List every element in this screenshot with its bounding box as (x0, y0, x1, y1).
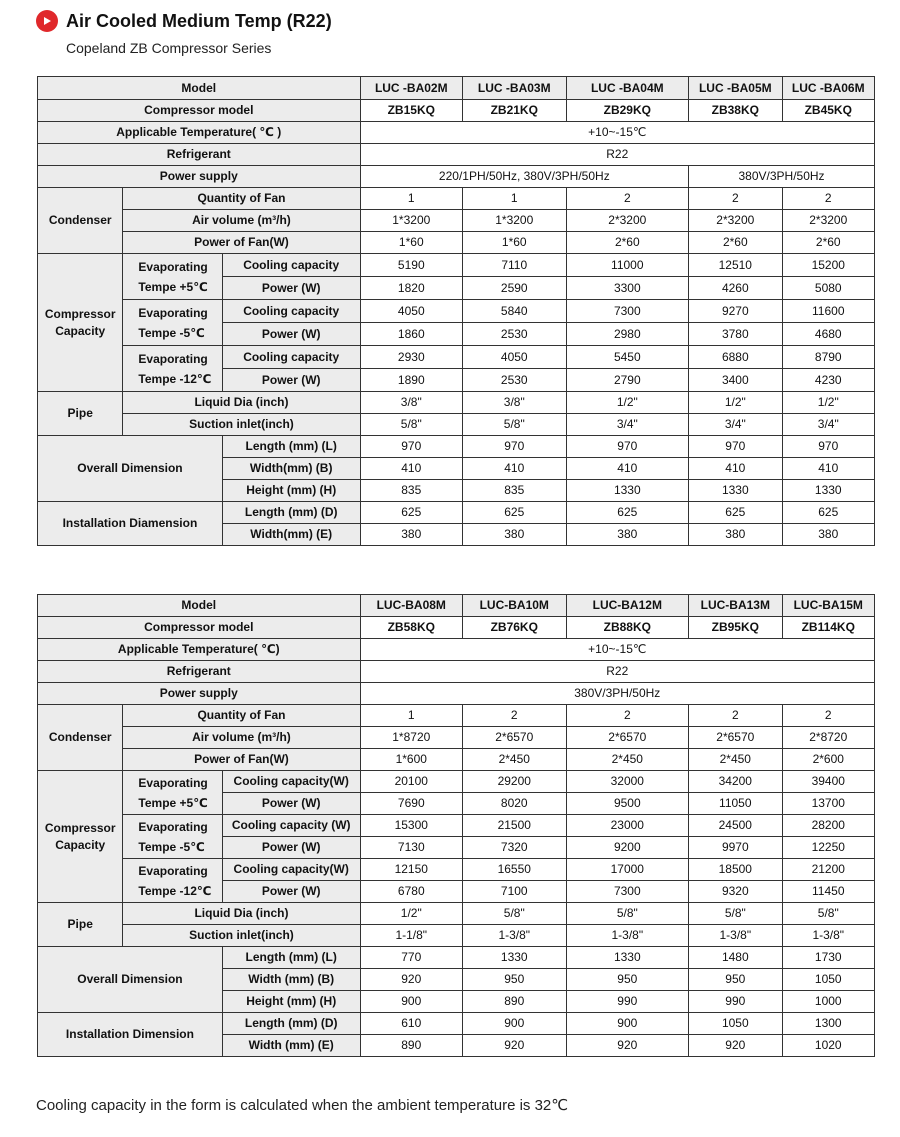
table-cell: 1330 (782, 480, 874, 502)
cooling-capacity-label: Cooling capacity(W) (222, 859, 360, 881)
table-cell: 950 (689, 969, 782, 991)
cooling-capacity-label: Cooling capacity (W) (222, 815, 360, 837)
table-cell: 28200 (782, 815, 874, 837)
table-cell: 380 (782, 524, 874, 546)
table-cell: 3/4" (782, 414, 874, 436)
table-cell: 2790 (566, 369, 689, 392)
table-cell: 410 (566, 458, 689, 480)
table-cell: 900 (566, 1013, 689, 1035)
table-cell: 610 (360, 1013, 462, 1035)
table-cell: 380 (566, 524, 689, 546)
table-cell: 2*3200 (782, 210, 874, 232)
table-cell: 34200 (689, 771, 782, 793)
power-label: Power (W) (222, 369, 360, 392)
table-cell: 21500 (463, 815, 566, 837)
install-length-label: Length (mm) (D) (222, 502, 360, 524)
cooling-capacity-label: Cooling capacity (222, 300, 360, 323)
fan-quantity-label: Quantity of Fan (123, 188, 360, 210)
evaporating-temp-label: Evaporating Tempe -5℃ (123, 815, 222, 859)
suction-inlet-label: Suction inlet(inch) (123, 414, 360, 436)
table-cell: 8020 (463, 793, 566, 815)
table-cell: 970 (463, 436, 566, 458)
table-cell: 1*600 (360, 749, 462, 771)
liquid-dia-label: Liquid Dia (inch) (123, 392, 360, 414)
table-cell: 7110 (463, 254, 566, 277)
table-cell: 7300 (566, 300, 689, 323)
table-cell: 11450 (782, 881, 874, 903)
table-cell: 3780 (689, 323, 782, 346)
table-cell: 380 (360, 524, 462, 546)
install-width-label: Width (mm) (E) (222, 1035, 360, 1057)
table-cell: 2590 (463, 277, 566, 300)
table-cell: 6880 (689, 346, 782, 369)
table-cell: 1 (360, 705, 462, 727)
cooling-capacity-label: Cooling capacity (222, 346, 360, 369)
table-cell: 3/4" (566, 414, 689, 436)
height-label: Height (mm) (H) (222, 991, 360, 1013)
compressor-cell: ZB76KQ (463, 617, 566, 639)
model-cell: LUC -BA06M (782, 77, 874, 100)
refrigerant-value: R22 (360, 661, 874, 683)
fan-power-label: Power of Fan(W) (123, 232, 360, 254)
liquid-dia-label: Liquid Dia (inch) (123, 903, 360, 925)
power-label: Power (W) (222, 277, 360, 300)
table-cell: 4050 (360, 300, 462, 323)
compressor-model-label: Compressor model (38, 100, 361, 122)
table-cell: 770 (360, 947, 462, 969)
pipe-label: Pipe (38, 392, 123, 436)
table-cell: 1-3/8" (782, 925, 874, 947)
table-cell: 920 (566, 1035, 689, 1057)
table-cell: 970 (689, 436, 782, 458)
table-cell: 2*450 (463, 749, 566, 771)
table-cell: 2*6570 (463, 727, 566, 749)
table-cell: 1050 (689, 1013, 782, 1035)
table-cell: 4680 (782, 323, 874, 346)
power-label: Power (W) (222, 323, 360, 346)
table-cell: 1-3/8" (463, 925, 566, 947)
table-cell: 900 (463, 1013, 566, 1035)
table-cell: 4050 (463, 346, 566, 369)
table-cell: 1730 (782, 947, 874, 969)
table-cell: 970 (782, 436, 874, 458)
power-supply-value: 220/1PH/50Hz, 380V/3PH/50Hz (360, 166, 689, 188)
table-cell: 11000 (566, 254, 689, 277)
model-cell: LUC-BA12M (566, 595, 689, 617)
table-cell: 18500 (689, 859, 782, 881)
table-cell: 9970 (689, 837, 782, 859)
spec-table-1 (37, 76, 875, 546)
spec-table-2 (37, 594, 875, 1057)
table-cell: 2530 (463, 369, 566, 392)
table-cell: 9270 (689, 300, 782, 323)
temperature-value: +10~-15℃ (360, 122, 874, 144)
table-cell: 5190 (360, 254, 462, 277)
table-cell: 32000 (566, 771, 689, 793)
power-label: Power (W) (222, 881, 360, 903)
table-cell: 950 (566, 969, 689, 991)
power-supply-value: 380V/3PH/50Hz (689, 166, 875, 188)
table-cell: 625 (360, 502, 462, 524)
table-cell: 5/8" (360, 414, 462, 436)
table-cell: 5/8" (782, 903, 874, 925)
compressor-cell: ZB88KQ (566, 617, 689, 639)
table-cell: 625 (463, 502, 566, 524)
table-cell: 2*450 (566, 749, 689, 771)
table-cell: 29200 (463, 771, 566, 793)
table-cell: 1330 (689, 480, 782, 502)
table-cell: 5450 (566, 346, 689, 369)
table-cell: 12250 (782, 837, 874, 859)
condenser-label: Condenser (38, 188, 123, 254)
table-cell: 1890 (360, 369, 462, 392)
refrigerant-label: Refrigerant (38, 144, 361, 166)
table-cell: 900 (360, 991, 462, 1013)
installation-dimension-label: Installation Diamension (38, 502, 223, 546)
table-cell: 1*3200 (360, 210, 462, 232)
table-cell: 2 (689, 705, 782, 727)
table-cell: 5/8" (689, 903, 782, 925)
table-cell: 5/8" (463, 903, 566, 925)
table-cell: 410 (782, 458, 874, 480)
table-cell: 7320 (463, 837, 566, 859)
table-cell: 2*60 (782, 232, 874, 254)
table-cell: 970 (360, 436, 462, 458)
table-cell: 380 (463, 524, 566, 546)
table-cell: 2*3200 (566, 210, 689, 232)
fan-power-label: Power of Fan(W) (123, 749, 360, 771)
table-cell: 6780 (360, 881, 462, 903)
table-cell: 1/2" (566, 392, 689, 414)
table-cell: 990 (689, 991, 782, 1013)
power-label: Power (W) (222, 837, 360, 859)
condenser-label: Condenser (38, 705, 123, 771)
compressor-cell: ZB38KQ (689, 100, 782, 122)
table-cell: 410 (689, 458, 782, 480)
suction-inlet-label: Suction inlet(inch) (123, 925, 360, 947)
table-cell: 5/8" (463, 414, 566, 436)
table-cell: 5080 (782, 277, 874, 300)
temperature-label: Applicable Temperature( ℃ ) (38, 122, 361, 144)
temperature-value: +10~-15℃ (360, 639, 874, 661)
table-cell: 2*600 (782, 749, 874, 771)
table-cell: 920 (463, 1035, 566, 1057)
table-cell: 2 (566, 705, 689, 727)
table-cell: 9320 (689, 881, 782, 903)
table-cell: 24500 (689, 815, 782, 837)
table-cell: 380 (689, 524, 782, 546)
install-width-label: Width(mm) (E) (222, 524, 360, 546)
table-cell: 23000 (566, 815, 689, 837)
refrigerant-value: R22 (360, 144, 874, 166)
page-title: Air Cooled Medium Temp (R22) (66, 10, 332, 31)
compressor-cell: ZB95KQ (689, 617, 782, 639)
page-subtitle: Copeland ZB Compressor Series (66, 40, 272, 56)
power-label: Power (W) (222, 793, 360, 815)
table-cell: 1*3200 (463, 210, 566, 232)
compressor-cell: ZB114KQ (782, 617, 874, 639)
temperature-label: Applicable Temperature( ℃) (38, 639, 361, 661)
table-cell: 5/8" (566, 903, 689, 925)
compressor-cell: ZB21KQ (463, 100, 566, 122)
table-cell: 2 (782, 705, 874, 727)
table-cell: 1480 (689, 947, 782, 969)
table-cell: 9200 (566, 837, 689, 859)
table-cell: 1-3/8" (689, 925, 782, 947)
table-cell: 2*6570 (689, 727, 782, 749)
table-cell: 1*60 (360, 232, 462, 254)
model-cell: LUC-BA10M (463, 595, 566, 617)
power-supply-label: Power supply (38, 683, 361, 705)
compressor-capacity-label: Compressor Capacity (38, 254, 123, 392)
table-cell: 2980 (566, 323, 689, 346)
table-cell: 2 (782, 188, 874, 210)
table-cell: 1*60 (463, 232, 566, 254)
table-cell: 2*60 (689, 232, 782, 254)
table-cell: 1/2" (360, 903, 462, 925)
length-label: Length (mm) (L) (222, 436, 360, 458)
page-header (36, 10, 332, 56)
table-cell: 2930 (360, 346, 462, 369)
table-cell: 4230 (782, 369, 874, 392)
cooling-capacity-label: Cooling capacity (222, 254, 360, 277)
evaporating-temp-label: Evaporating Tempe -12℃ (123, 859, 222, 903)
power-supply-label: Power supply (38, 166, 361, 188)
table-cell: 17000 (566, 859, 689, 881)
table-cell: 1/2" (689, 392, 782, 414)
compressor-cell: ZB45KQ (782, 100, 874, 122)
table-cell: 835 (360, 480, 462, 502)
table-cell: 2*60 (566, 232, 689, 254)
table-cell: 1-1/8" (360, 925, 462, 947)
table-cell: 1020 (782, 1035, 874, 1057)
model-cell: LUC-BA15M (782, 595, 874, 617)
table-cell: 1000 (782, 991, 874, 1013)
install-length-label: Length (mm) (D) (222, 1013, 360, 1035)
table-cell: 1330 (463, 947, 566, 969)
table-cell: 3/4" (689, 414, 782, 436)
table-cell: 1-3/8" (566, 925, 689, 947)
power-supply-value: 380V/3PH/50Hz (360, 683, 874, 705)
table-cell: 1820 (360, 277, 462, 300)
fan-quantity-label: Quantity of Fan (123, 705, 360, 727)
table-cell: 2 (463, 705, 566, 727)
compressor-cell: ZB58KQ (360, 617, 462, 639)
table-cell: 15200 (782, 254, 874, 277)
model-cell: LUC -BA03M (463, 77, 566, 100)
table-cell: 890 (463, 991, 566, 1013)
width-label: Width (mm) (B) (222, 969, 360, 991)
table-cell: 7100 (463, 881, 566, 903)
installation-dimension-label: Installation Dimension (38, 1013, 223, 1057)
evaporating-temp-label: Evaporating Tempe +5℃ (123, 771, 222, 815)
table-cell: 1300 (782, 1013, 874, 1035)
table-cell: 11050 (689, 793, 782, 815)
model-label: Model (38, 77, 361, 100)
model-cell: LUC -BA05M (689, 77, 782, 100)
play-circle-icon (36, 10, 58, 32)
table-cell: 410 (360, 458, 462, 480)
table-cell: 21200 (782, 859, 874, 881)
table-cell: 12510 (689, 254, 782, 277)
table-cell: 1 (463, 188, 566, 210)
table-cell: 920 (689, 1035, 782, 1057)
table-cell: 2*450 (689, 749, 782, 771)
table-cell: 2*6570 (566, 727, 689, 749)
table-cell: 950 (463, 969, 566, 991)
refrigerant-label: Refrigerant (38, 661, 361, 683)
table-cell: 7130 (360, 837, 462, 859)
table-cell: 39400 (782, 771, 874, 793)
compressor-model-label: Compressor model (38, 617, 361, 639)
model-cell: LUC -BA02M (360, 77, 462, 100)
table-cell: 13700 (782, 793, 874, 815)
model-cell: LUC-BA08M (360, 595, 462, 617)
table-cell: 8790 (782, 346, 874, 369)
table-cell: 625 (782, 502, 874, 524)
table-cell: 2530 (463, 323, 566, 346)
table-cell: 990 (566, 991, 689, 1013)
length-label: Length (mm) (L) (222, 947, 360, 969)
table-cell: 1860 (360, 323, 462, 346)
model-cell: LUC -BA04M (566, 77, 689, 100)
table-cell: 2 (566, 188, 689, 210)
table-cell: 1/2" (782, 392, 874, 414)
table-cell: 2 (689, 188, 782, 210)
compressor-cell: ZB29KQ (566, 100, 689, 122)
table-cell: 3400 (689, 369, 782, 392)
table-cell: 3300 (566, 277, 689, 300)
table-cell: 16550 (463, 859, 566, 881)
table-cell: 3/8" (360, 392, 462, 414)
table-cell: 5840 (463, 300, 566, 323)
table-cell: 1330 (566, 480, 689, 502)
table-cell: 625 (566, 502, 689, 524)
height-label: Height (mm) (H) (222, 480, 360, 502)
table-cell: 835 (463, 480, 566, 502)
table-cell: 9500 (566, 793, 689, 815)
title-row (36, 10, 332, 32)
pipe-label: Pipe (38, 903, 123, 947)
table-cell: 7690 (360, 793, 462, 815)
model-label: Model (38, 595, 361, 617)
overall-dimension-label: Overall Dimension (38, 436, 223, 502)
table-cell: 3/8" (463, 392, 566, 414)
evaporating-temp-label: Evaporating Tempe -5℃ (123, 300, 222, 346)
table-cell: 970 (566, 436, 689, 458)
table-cell: 20100 (360, 771, 462, 793)
compressor-cell: ZB15KQ (360, 100, 462, 122)
table-cell: 920 (360, 969, 462, 991)
cooling-capacity-label: Cooling capacity(W) (222, 771, 360, 793)
evaporating-temp-label: Evaporating Tempe +5℃ (123, 254, 222, 300)
table-cell: 1050 (782, 969, 874, 991)
model-cell: LUC-BA13M (689, 595, 782, 617)
overall-dimension-label: Overall Dimension (38, 947, 223, 1013)
table-cell: 890 (360, 1035, 462, 1057)
table-cell: 1330 (566, 947, 689, 969)
compressor-capacity-label: Compressor Capacity (38, 771, 123, 903)
air-volume-label: Air volume (m³/h) (123, 727, 360, 749)
table-cell: 11600 (782, 300, 874, 323)
table-cell: 1 (360, 188, 462, 210)
footnote: Cooling capacity in the form is calculated when the ambient temperature is 32℃ (36, 1097, 569, 1114)
table-cell: 12150 (360, 859, 462, 881)
table-cell: 410 (463, 458, 566, 480)
table-cell: 2*8720 (782, 727, 874, 749)
table-cell: 625 (689, 502, 782, 524)
table-cell: 1*8720 (360, 727, 462, 749)
evaporating-temp-label: Evaporating Tempe -12℃ (123, 346, 222, 392)
air-volume-label: Air volume (m³/h) (123, 210, 360, 232)
table-cell: 4260 (689, 277, 782, 300)
width-label: Width(mm) (B) (222, 458, 360, 480)
table-cell: 15300 (360, 815, 462, 837)
table-cell: 7300 (566, 881, 689, 903)
table-cell: 2*3200 (689, 210, 782, 232)
